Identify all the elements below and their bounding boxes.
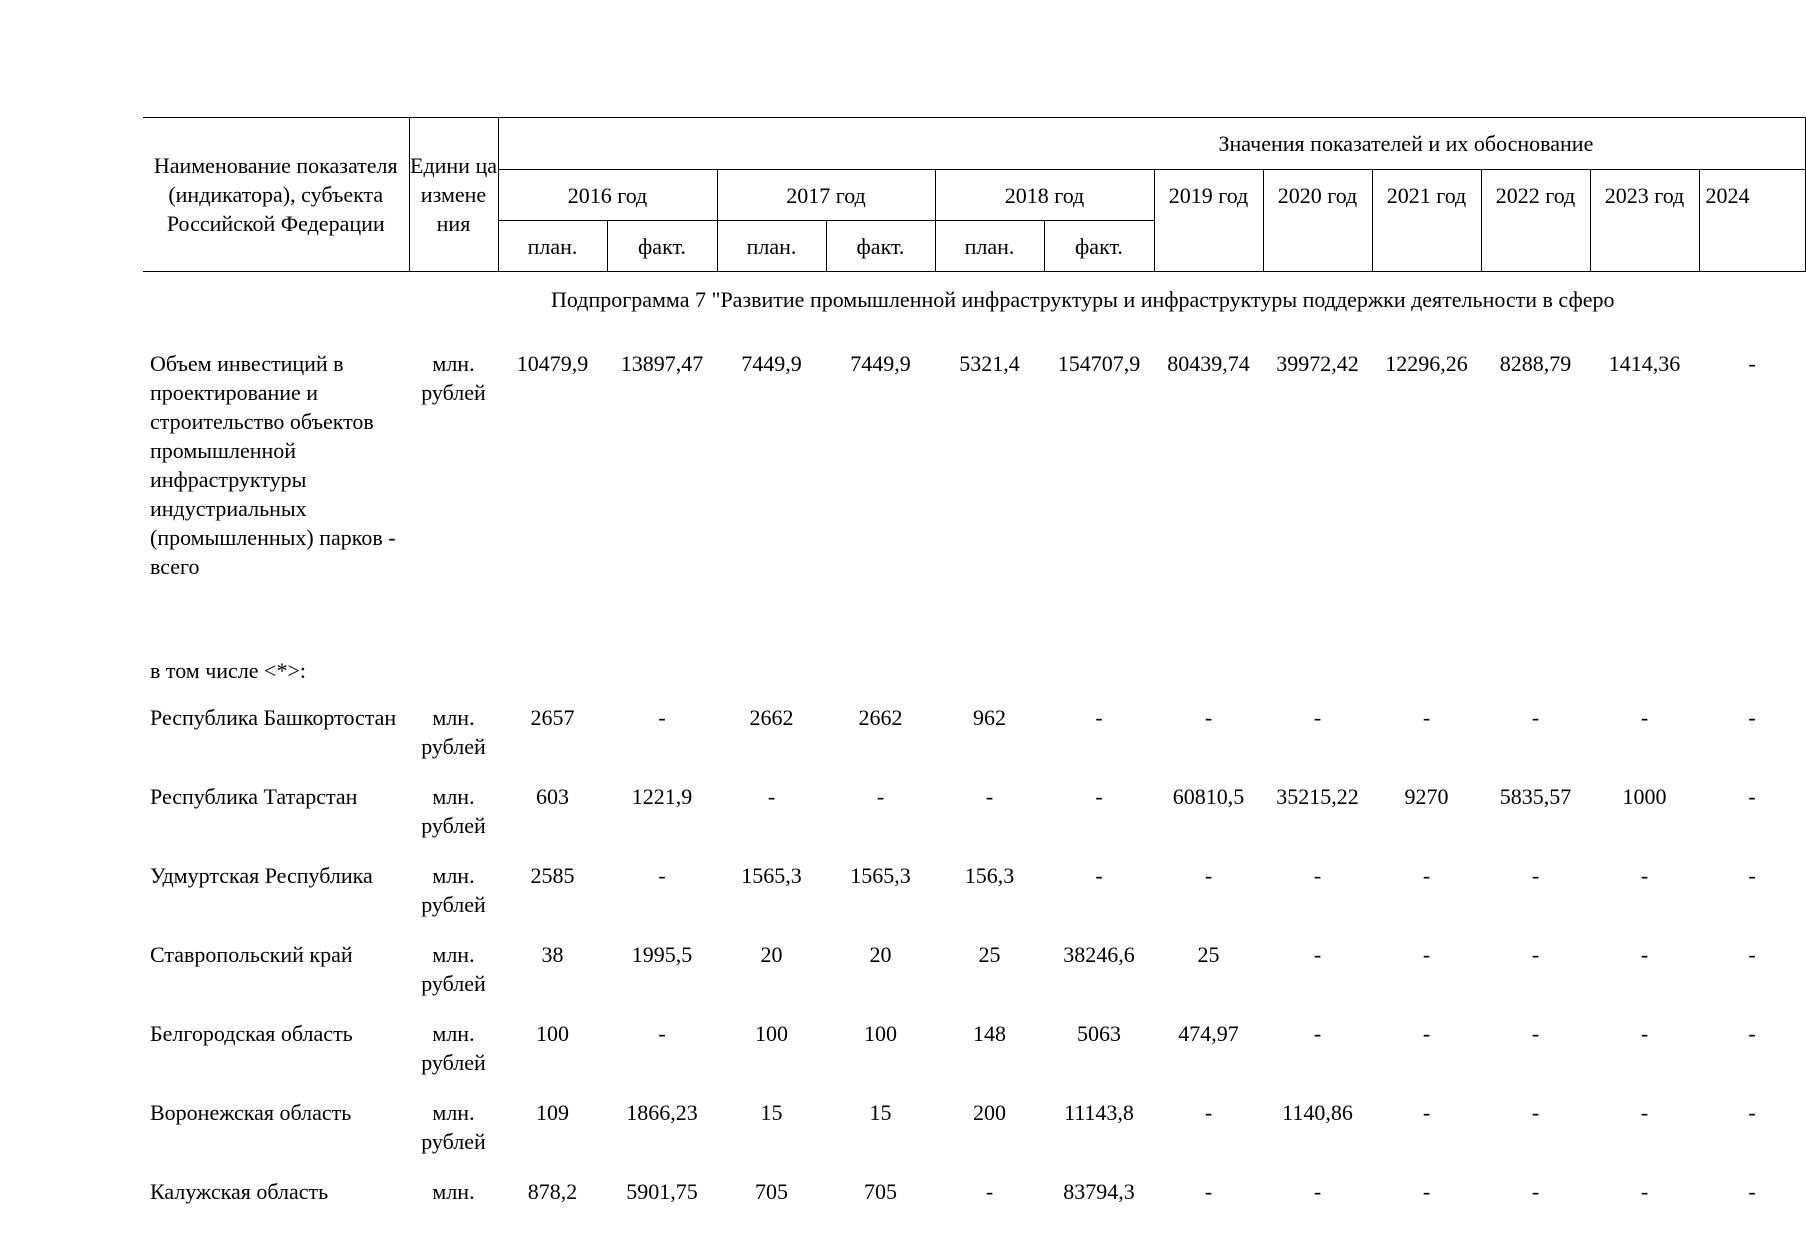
header-values-group: Значения показателей и их обоснование [498,118,1805,170]
header-year-2016: 2016 год [498,170,717,221]
header-year-2017: 2017 год [717,170,935,221]
header-year-2022: 2022 год [1481,170,1590,272]
region-name: Ставропольский край [150,942,353,967]
table-cell: 38 [541,942,564,967]
table-cell: - [1748,1021,1756,1046]
table-cell: 5835,57 [1499,784,1572,809]
region-unit: млн. рублей [421,1021,486,1075]
table-cell: - [767,784,776,809]
table-cell: 83794,3 [1063,1179,1135,1204]
table-cell: 35215,22 [1276,784,1359,809]
header-year-2021: 2021 год [1372,170,1481,272]
table-cell: 1000 [1622,784,1667,809]
table-row [143,923,1805,1002]
table-cell: 2657 [530,705,575,730]
region-unit: млн. рублей [421,1100,486,1154]
table-cell: - [1748,1179,1756,1204]
table-row-total [143,332,1805,639]
subprogram-title: Подпрограмма 7 "Развитие промышленной инфраструктуры и инфраструктуры поддержки деятельности в сферо [551,287,1615,312]
table-cell: 705 [755,1179,788,1204]
table-cell: 100 [536,1021,569,1046]
indicators-table [143,117,1806,1239]
table-cell: 10479,9 [516,351,589,376]
table-cell: - [1531,1021,1540,1046]
header-year-2018: 2018 год [935,170,1154,221]
header-year-2019: 2019 год [1154,170,1263,272]
table-cell: - [1095,863,1103,888]
table-cell: 25 [1197,942,1220,967]
table-cell: - [1204,1100,1213,1125]
table-cell: - [1204,1179,1213,1204]
row-total-unit: млн. рублей [421,351,486,405]
table-cell: 13897,47 [620,351,704,376]
table-cell: 5063 [1077,1021,1121,1046]
table-cell: 11143,8 [1064,1100,1134,1125]
table-cell: 39972,42 [1276,351,1359,376]
table-cell: 20 [869,942,892,967]
table-cell: - [658,1021,666,1046]
table-cell: - [1531,705,1540,730]
header-year-2023: 2023 год [1590,170,1699,272]
table-cell: - [1422,942,1431,967]
table-cell: 15 [760,1100,783,1125]
table-cell: - [658,863,666,888]
table-cell: 2585 [530,863,575,888]
table-cell: - [1095,705,1103,730]
table-cell: 5321,4 [959,351,1020,376]
table-cell: - [1422,1100,1431,1125]
header-2018-fact: факт. [1044,221,1154,272]
table-cell: 1140,86 [1282,1100,1353,1125]
table-cell: 962 [973,705,1006,730]
table-cell: - [1313,705,1322,730]
region-name: Удмуртская Республика [150,863,373,888]
region-name: Белгородская область [150,1021,353,1046]
table-cell: - [1313,942,1322,967]
table-cell: 25 [978,942,1001,967]
table-cell: - [1748,784,1756,809]
region-unit: млн. [432,1179,475,1204]
table-cell: 60810,5 [1172,784,1245,809]
header-year-2024: 2024 [1699,170,1805,272]
table-cell: - [1531,1100,1540,1125]
header-2018-plan: план. [935,221,1044,272]
table-cell: 1995,5 [631,942,693,967]
header-2017-plan: план. [717,221,826,272]
header-2016-plan: план. [498,221,607,272]
table-row [143,765,1805,844]
table-cell: 1221,9 [631,784,693,809]
table-cell: - [1422,705,1431,730]
table-row [143,1160,1805,1239]
header-year-2020: 2020 год [1263,170,1372,272]
table-cell: 1565,3 [741,863,802,888]
table-row [143,1081,1805,1160]
table-cell: - [1531,1179,1540,1204]
row-total-name: Объем инвестиций в проектирование и строительство объектов промышленной инфраструктуры индустриальных (промышленных) парков - всего [150,351,396,579]
table-cell: 2662 [749,705,794,730]
table-cell: 5901,75 [626,1179,698,1204]
table-cell: 109 [536,1100,569,1125]
table-row [143,844,1805,923]
header-2017-fact: факт. [826,221,935,272]
table-cell: - [985,1179,994,1204]
table-cell: 80439,74 [1167,351,1250,376]
table-cell: - [1640,1100,1649,1125]
table-cell: 38246,6 [1063,942,1135,967]
table-cell: 100 [755,1021,788,1046]
region-name: Республика Татарстан [150,784,358,809]
table-cell: 7449,9 [741,351,802,376]
table-row-note [143,639,1805,686]
table-cell: - [1313,1021,1322,1046]
table-cell: 15 [869,1100,892,1125]
region-name: Республика Башкортостан [150,705,397,730]
table-cell: 603 [536,784,569,809]
table-cell: - [1422,863,1431,888]
table-cell: - [1095,784,1103,809]
table-cell: - [1748,351,1756,376]
table-cell: 878,2 [527,1179,578,1204]
table-cell: 156,3 [964,863,1015,888]
table-row [143,1002,1805,1081]
table-cell: - [1748,942,1756,967]
table-cell: - [1422,1021,1431,1046]
table-cell: - [876,784,885,809]
table-cell: 200 [973,1100,1006,1125]
table-cell: - [1748,1100,1756,1125]
table-cell: - [985,784,994,809]
table-cell: 7449,9 [850,351,911,376]
header-indicator-name: Наименование показателя (индикатора), субъекта Российской Федерации [143,118,409,272]
table-cell: - [1640,942,1649,967]
table-cell: - [1422,1179,1431,1204]
table-cell: - [1204,863,1213,888]
table-cell: 8288,79 [1499,351,1572,376]
table-cell: - [1640,705,1649,730]
table-cell: 148 [973,1021,1006,1046]
table-cell: - [1640,1021,1649,1046]
header-unit: Едини ца измене ния [409,118,498,272]
table-cell: - [1748,863,1756,888]
table-cell: - [1204,705,1213,730]
table-cell: 1565,3 [850,863,911,888]
region-unit: млн. рублей [421,942,486,996]
including-note: в том числе <*>: [150,658,306,683]
table-cell: 474,97 [1178,1021,1239,1046]
header-2016-fact: факт. [607,221,717,272]
region-unit: млн. рублей [421,705,486,759]
document-page [143,117,1783,1240]
table-cell: 2662 [858,705,903,730]
table-cell: - [1640,1179,1649,1204]
table-row [143,686,1805,765]
table-cell: 100 [864,1021,897,1046]
table-cell: - [1313,863,1322,888]
table-cell: 154707,9 [1057,351,1141,376]
table-cell: 12296,26 [1385,351,1468,376]
table-cell: - [1748,705,1756,730]
table-cell: - [658,705,666,730]
table-cell: 1866,23 [626,1100,698,1125]
table-header [143,118,1805,272]
table-cell: - [1531,863,1540,888]
region-unit: млн. рублей [421,863,486,917]
table-cell: 1414,36 [1608,351,1681,376]
region-name: Калужская область [150,1179,329,1204]
table-cell: 9270 [1404,784,1449,809]
table-cell: - [1313,1179,1322,1204]
table-cell: 20 [760,942,783,967]
table-cell: 705 [864,1179,897,1204]
table-cell: - [1640,863,1649,888]
table-body [143,272,1805,1240]
table-cell: - [1531,942,1540,967]
region-name: Воронежская область [150,1100,352,1125]
region-unit: млн. рублей [421,784,486,838]
